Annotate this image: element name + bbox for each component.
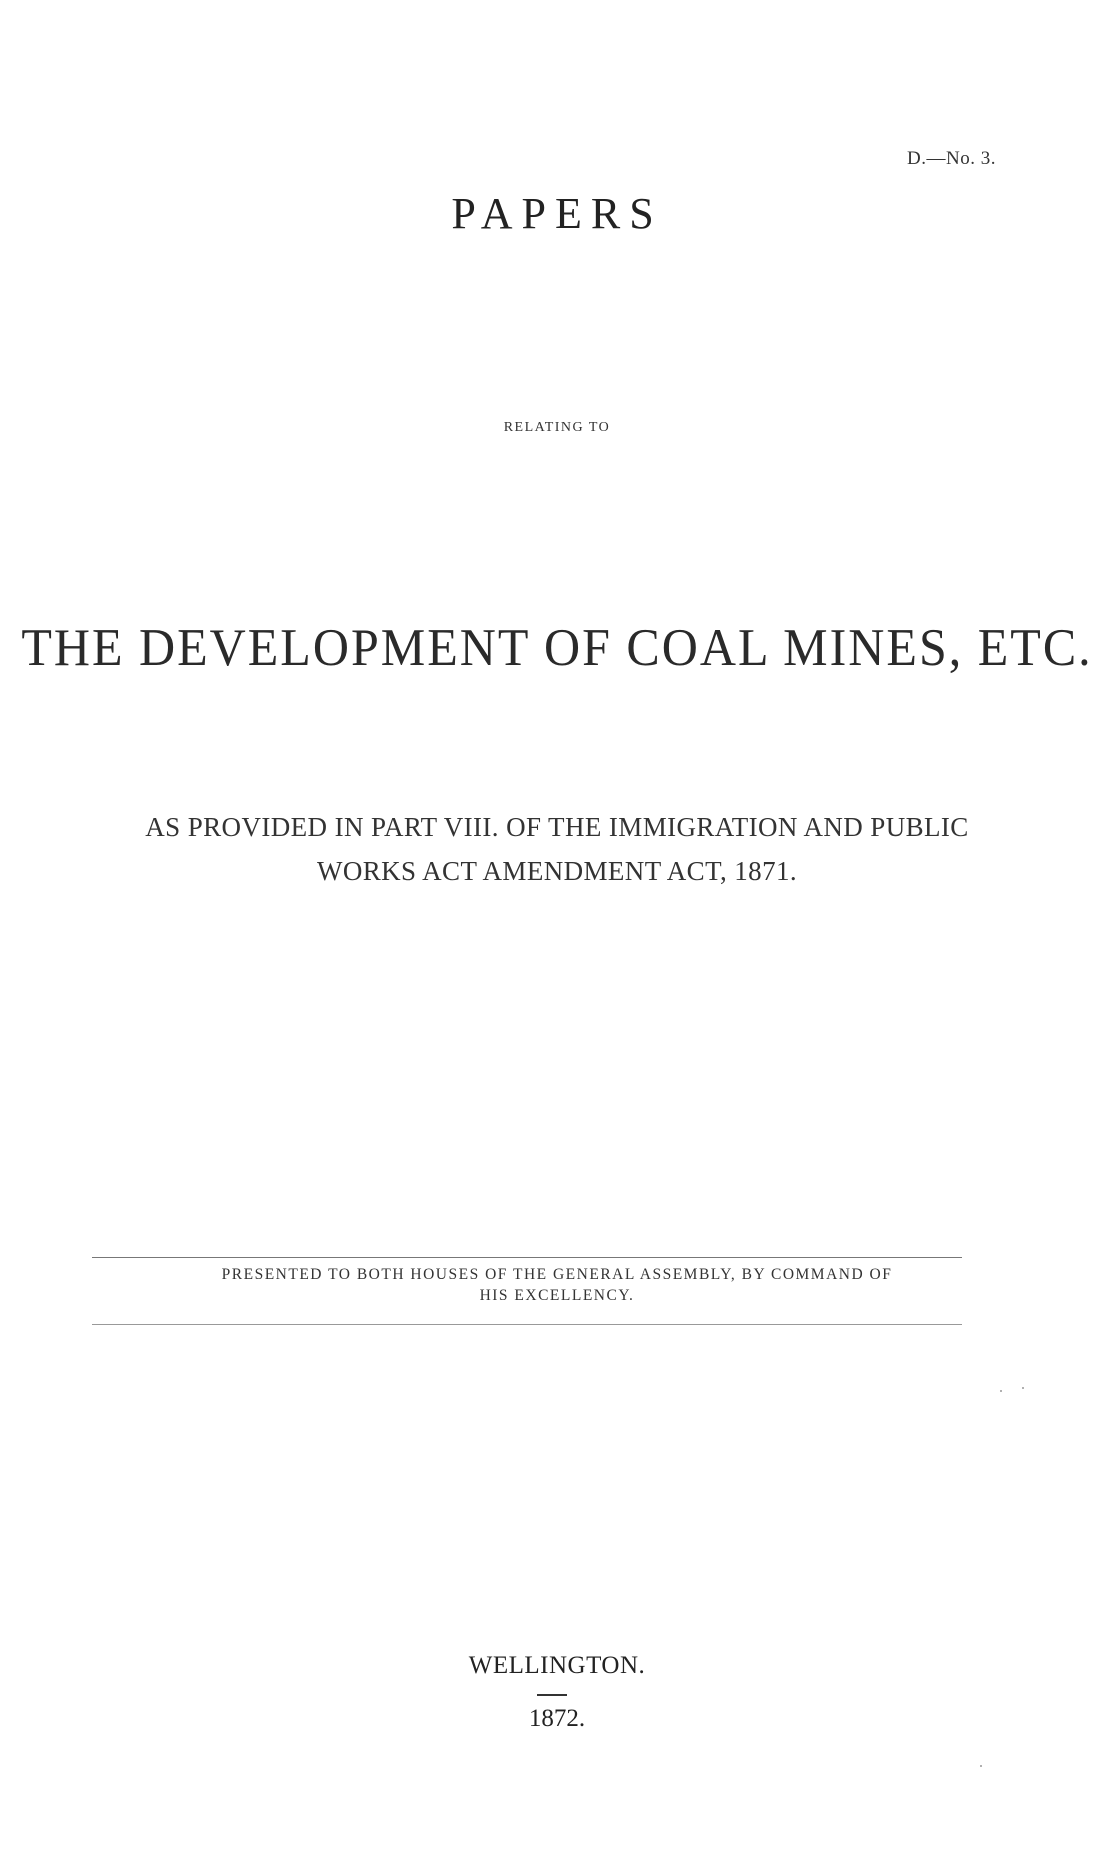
document-subject: THE DEVELOPMENT OF COAL MINES, ETC. xyxy=(21,617,1093,677)
relating-to-label: RELATING TO xyxy=(503,420,611,435)
presented-line-2: HIS EXCELLENCY. xyxy=(479,1287,635,1304)
publication-place: WELLINGTON. xyxy=(468,1652,646,1679)
place-year-dash xyxy=(537,1694,567,1696)
document-reference: D.—No. 3. xyxy=(907,148,996,169)
publication-year: 1872. xyxy=(528,1705,586,1732)
paper-speck xyxy=(1022,1387,1024,1389)
bottom-divider xyxy=(92,1324,962,1325)
provided-line-1: AS PROVIDED IN PART VIII. OF THE IMMIGRATION AND PUBLIC xyxy=(145,812,969,842)
document-title: PAPERS xyxy=(451,189,663,238)
paper-speck xyxy=(1000,1390,1002,1392)
presented-line-1: PRESENTED TO BOTH HOUSES OF THE GENERAL ASSEMBLY, BY COMMAND OF xyxy=(221,1266,893,1283)
top-divider xyxy=(92,1257,962,1258)
provided-line-2: WORKS ACT AMENDMENT ACT, 1871. xyxy=(316,856,798,886)
paper-speck xyxy=(980,1765,982,1767)
